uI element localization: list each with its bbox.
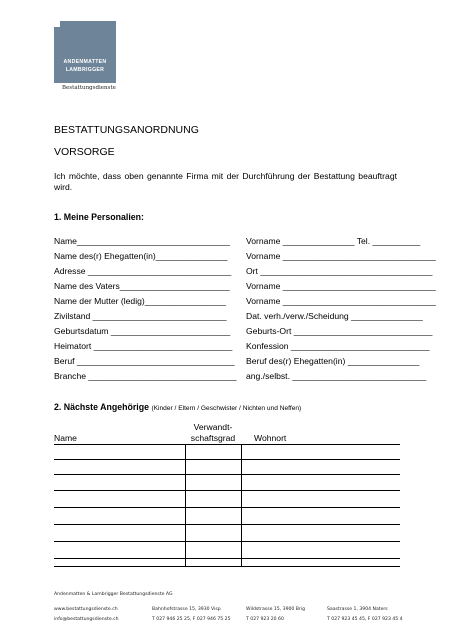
field-geburtsdatum[interactable]: Geburtsdatum _________________________ — [54, 326, 231, 336]
section2-heading-text: 2. Nächste Angehörige — [54, 402, 149, 412]
column-header-name: Name — [54, 433, 77, 443]
field-heimatort[interactable]: Heimatort _____________________________ — [54, 341, 233, 351]
document-subtitle: VORSORGE — [54, 146, 115, 158]
footer-company: Andenmatten & Lambrigger Bestattungsdienste AG — [54, 592, 173, 597]
table-row-line[interactable] — [54, 507, 400, 508]
column-header-verwandtschaft-line1: Verwandt- — [193, 422, 233, 432]
column-header-wohnort: Wohnort — [254, 433, 287, 443]
field-spouse-vorname[interactable]: Vorname ________________________________ — [246, 251, 436, 261]
field-beruf[interactable]: Beruf _________________________________ — [54, 356, 235, 366]
field-name[interactable]: Name________________________________ — [54, 236, 230, 246]
table-column-divider — [185, 444, 186, 566]
field-vater-vorname[interactable]: Vorname ________________________________ — [246, 281, 436, 291]
field-geburtsort[interactable]: Geburts-Ort _____________________________ — [246, 326, 433, 336]
company-logo — [54, 21, 116, 83]
field-beruf-ehegatte[interactable]: Beruf des(r) Ehegatten(in) _______________ — [246, 356, 420, 366]
logo-subtitle: Bestattungsdienste — [62, 85, 116, 91]
table-row-line[interactable] — [54, 490, 400, 491]
intro-text: Ich möchte, dass oben genannte Firma mit der Durchführung der Bestattung beauftragt wird. — [54, 171, 397, 192]
footer-phone-visp: T 027 946 25 25, F 027 946 75 25 — [152, 617, 231, 622]
table-column-divider — [241, 444, 242, 566]
column-header-verwandtschaft-line2: schaftsgrad — [190, 432, 236, 443]
table-header-line — [54, 444, 400, 445]
column-header-verwandtschaft — [186, 422, 240, 443]
table-row-line[interactable] — [54, 524, 400, 525]
section2-heading — [54, 402, 301, 412]
logo-text-line1: ANDENMATTEN — [63, 59, 107, 65]
field-angestellt-selbst[interactable]: ang./selbst. ____________________________ — [246, 371, 427, 381]
field-vater-name[interactable]: Name des Vaters_______________________ — [54, 281, 230, 291]
table-bottom-line — [54, 566, 400, 567]
footer-address-naters: Saastrasse 1, 3904 Naters — [327, 607, 388, 612]
section2-note: (Kinder / Eltern / Geschwister / Nichten und Neffen) — [151, 405, 302, 412]
field-vorname-tel[interactable]: Vorname _______________ Tel. __________ — [246, 236, 421, 246]
field-mutter-name[interactable]: Name der Mutter (ledig)_________________ — [54, 296, 226, 306]
table-row-line[interactable] — [54, 459, 400, 460]
field-adresse[interactable]: Adresse ______________________________ — [54, 266, 232, 276]
footer-phone-brig: T 027 923 20 60 — [246, 617, 284, 622]
footer-phone-naters: T 027 923 45 45, F 027 923 45 4 — [327, 617, 403, 622]
field-branche[interactable]: Branche _______________________________ — [54, 371, 237, 381]
table-row-line[interactable] — [54, 541, 400, 542]
footer-address-visp: Bahnhofstrasse 15, 3930 Visp — [152, 607, 221, 612]
footer-web[interactable]: www.bestattungsdienste.ch — [54, 607, 118, 612]
footer-email[interactable]: info@bestattungsdienste.ch — [54, 617, 119, 622]
table-row-line[interactable] — [54, 474, 400, 475]
field-datum-verh[interactable]: Dat. verh./verw./Scheidung _______________ — [246, 311, 423, 321]
footer-address-brig: Wildstrasse 15, 3900 Brig — [246, 607, 306, 612]
table-row-line[interactable] — [54, 558, 400, 559]
logo-notch — [54, 21, 60, 27]
field-mutter-vorname[interactable]: Vorname ________________________________ — [246, 296, 436, 306]
document-title: BESTATTUNGSANORDNUNG — [54, 124, 199, 136]
field-spouse-name[interactable]: Name des(r) Ehegatten(in)_______________ — [54, 251, 228, 261]
field-ort[interactable]: Ort ____________________________________ — [246, 266, 433, 276]
section1-heading: 1. Meine Personalien: — [54, 212, 144, 222]
field-konfession[interactable]: Konfession _____________________________ — [246, 341, 430, 351]
logo-text-line2: LAMBRIGGER — [65, 67, 105, 73]
field-zivilstand[interactable]: Zivilstand ____________________________ — [54, 311, 227, 321]
